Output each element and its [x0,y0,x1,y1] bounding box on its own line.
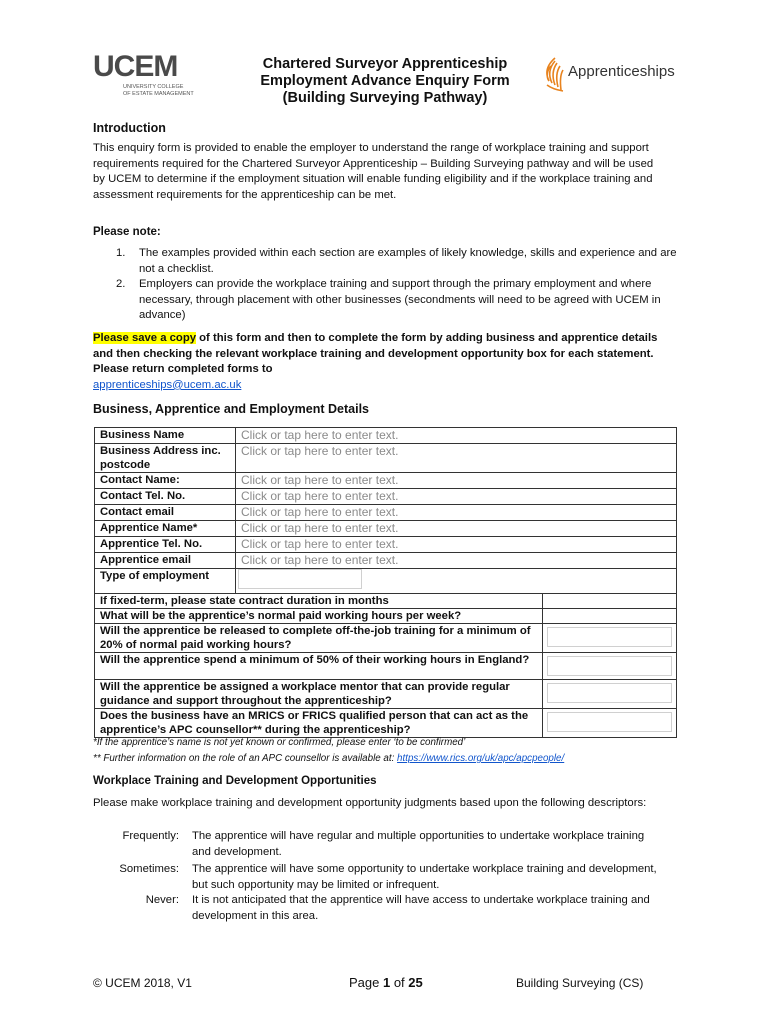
question-text: Will the apprentice be released to complete off-the-job training for a minimum of 20% of normal paid working hours? [95,624,543,653]
table-row [95,537,677,553]
footnote-apprentice-name: *If the apprentice’s name is not yet known or confirmed, please enter ‘to be confirmed’ [93,737,466,748]
question-text: If fixed-term, please state contract duration in months [95,594,543,609]
note-heading: Please note: [93,226,161,238]
contract-duration-input[interactable] [543,594,676,608]
employment-type-cell [236,569,677,594]
table-row [95,473,677,489]
business-name-input[interactable]: Click or tap here to enter text. [236,428,677,444]
answer-cell [543,653,677,680]
ucem-logo [93,52,203,97]
footer-page-number [349,975,423,990]
footnote-apc-counsellor [93,753,564,764]
save-highlight: Please save a copy [93,332,197,344]
apprenticeships-flame-icon [543,57,567,93]
off-the-job-answer-dropdown[interactable] [547,627,672,647]
intro-paragraph: This enquiry form is provided to enable the employer to understand the range of workplace training and support requirements required for the Chartered Surveyor Apprenticeship – Building Surveying pathway and will be used by UCEM to determine if the employment situation will enable funding eligibility and if the workplace training and assessment requirements for the apprenticeship can be met. [93,142,654,201]
apprentice-email-input[interactable]: Click or tap here to enter text. [236,553,677,569]
business-address-input[interactable]: Click or tap here to enter text. [236,444,677,473]
apprenticeships-logo-word: Apprenticeships [568,63,675,80]
table-row [95,521,677,537]
descriptor-term: Sometimes: [119,863,179,875]
field-label: Contact Name: [95,473,236,489]
field-label: Apprentice email [95,553,236,569]
question-text: Will the apprentice spend a minimum of 50% of their working hours in England? [95,653,543,680]
question-text: What will be the apprentice’s normal paid working hours per week? [95,609,543,624]
field-label: Contact Tel. No. [95,489,236,505]
table-row [95,444,677,473]
apprenticeships-logo [543,55,683,95]
contact-name-input[interactable]: Click or tap here to enter text. [236,473,677,489]
note-list-item [112,277,678,324]
field-label: Contact email [95,505,236,521]
form-title [200,56,570,107]
answer-cell [543,709,677,738]
details-heading: Business, Apprentice and Employment Details [93,402,369,416]
details-table [94,427,677,738]
field-label: Business Address inc. postcode [95,444,236,473]
apprentice-name-input[interactable]: Click or tap here to enter text. [236,521,677,537]
field-label: Type of employment [95,569,236,594]
table-row [95,653,677,680]
descriptor-term: Never: [145,894,179,906]
field-label: Apprentice Name* [95,521,236,537]
table-row [95,680,677,709]
employment-type-dropdown[interactable] [238,569,362,589]
page-prefix: Page [349,975,383,990]
descriptor-term: Frequently: [122,830,179,842]
question-text: Will the apprentice be assigned a workplace mentor that can provide regular guidance and support throughout the apprenticeship? [95,680,543,709]
note-item-number: 2. [116,278,126,291]
footer-copyright: © UCEM 2018, V1 [93,976,192,990]
table-row [95,594,677,609]
descriptor-text: The apprentice will have some opportunity to undertake workplace training and development, but such opportunity may be limited or infrequent. [192,863,657,891]
apprentice-tel-input[interactable]: Click or tap here to enter text. [236,537,677,553]
workplace-paragraph: Please make workplace training and development opportunity judgments based upon the following descriptors: [93,797,647,809]
table-row [95,553,677,569]
return-email-link[interactable]: apprenticeships@ucem.ac.uk [93,378,242,391]
table-row [95,505,677,521]
table-row [95,609,677,624]
page-total: 25 [408,975,423,990]
save-text: of this form and then to complete the form by adding business and apprentice details and then checking the relevant workplace training and development opportunity box for each statement. Please return completed forms to [93,332,658,376]
footer-pathway: Building Surveying (CS) [516,976,644,990]
title-line-3: (Building Surveying Pathway) [282,90,488,106]
contact-email-input[interactable]: Click or tap here to enter text. [236,505,677,521]
workplace-heading: Workplace Training and Development Opportunities [93,775,377,787]
note-list [112,246,678,324]
descriptor-text: It is not anticipated that the apprentice will have access to undertake workplace training and development in this area. [192,894,650,922]
england-hours-answer-dropdown[interactable] [547,656,672,676]
table-row [95,428,677,444]
note-list-item [112,246,678,277]
field-label: Apprentice Tel. No. [95,537,236,553]
table-row [95,624,677,653]
page-current: 1 [382,975,391,990]
apc-counsellor-answer-dropdown[interactable] [547,712,672,732]
answer-cell [543,594,677,609]
contact-tel-input[interactable]: Click or tap here to enter text. [236,489,677,505]
descriptor-text: The apprentice will have regular and multiple opportunities to undertake workplace training and development. [192,830,645,858]
field-label: Business Name [95,428,236,444]
ucem-logo-word: UCEM [93,50,178,83]
title-line-2: Employment Advance Enquiry Form [260,73,510,89]
note-item-text: The examples provided within each section are examples of likely knowledge, skills and experience and are not a checklist. [139,247,677,275]
mentor-answer-dropdown[interactable] [547,683,672,703]
question-text: Does the business have an MRICS or FRICS qualified person that can act as the apprentice’s APC counsellor** during the apprenticeship? [95,709,543,738]
answer-cell [543,624,677,653]
title-line-1: Chartered Surveyor Apprenticeship [262,56,508,72]
table-row [95,489,677,505]
page-of: of [390,975,409,990]
footnote-apc-text: ** Further information on the role of an APC counsellor is available at: [93,753,398,764]
rics-apc-link[interactable]: https://www.rics.org/uk/apc/apcpeople/ [397,753,565,764]
working-hours-input[interactable] [543,609,676,623]
ucem-logo-subtitle-2: OF ESTATE MANAGEMENT [123,91,194,97]
intro-heading: Introduction [93,121,166,135]
save-instructions [93,331,673,393]
table-row [95,709,677,738]
answer-cell [543,680,677,709]
table-row [95,569,677,594]
note-item-number: 1. [116,247,126,259]
ucem-logo-subtitle-1: UNIVERSITY COLLEGE [123,84,184,90]
answer-cell [543,609,677,624]
note-item-text: Employers can provide the workplace training and support through the primary employment and where necessary, through placement with other businesses (secondments will need to be agreed with UCEM in advance) [139,278,661,322]
